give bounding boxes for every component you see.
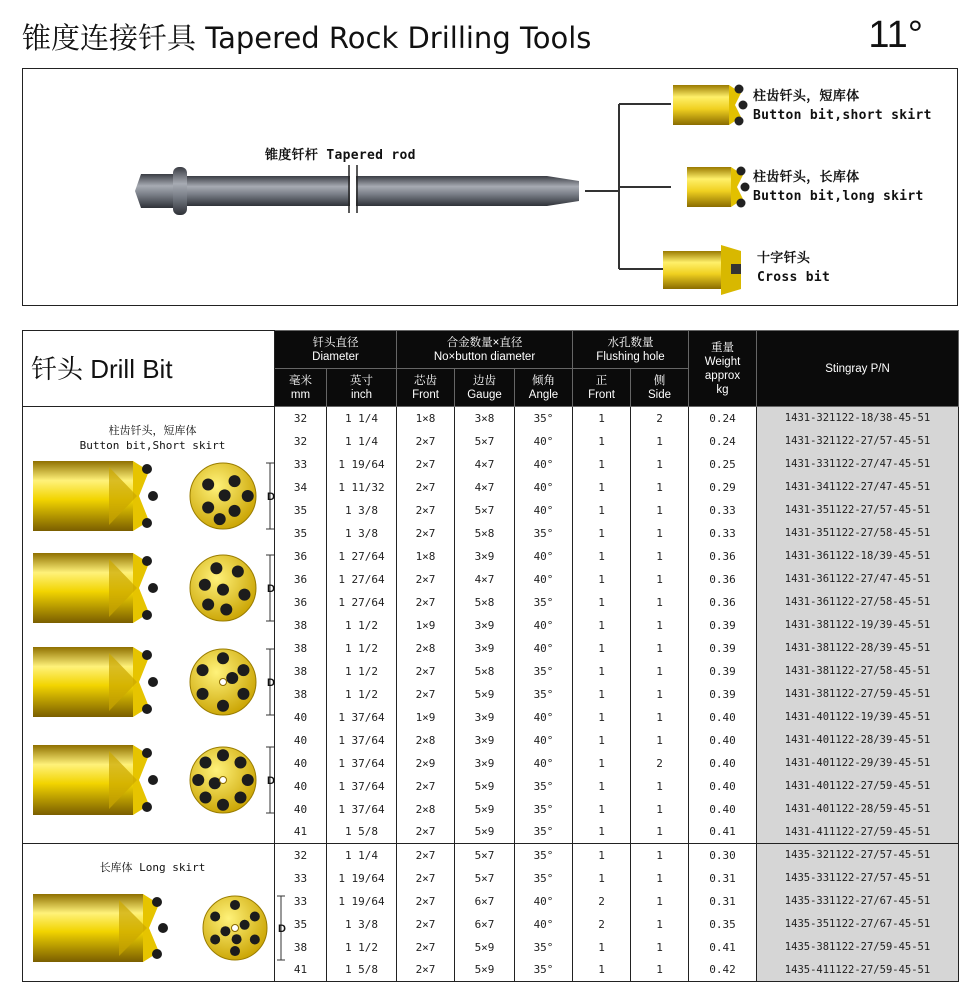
cell-weight: 0.40 — [689, 729, 757, 752]
cell-gauge: 6×7 — [455, 913, 515, 936]
header-inch: 英寸 inch — [327, 369, 397, 407]
cell-gauge: 5×9 — [455, 959, 515, 982]
header-weight: 重量 Weight approx kg — [689, 331, 757, 407]
cell-angle: 40° — [515, 568, 573, 591]
header-gauge: 边齿 Gauge — [455, 369, 515, 407]
cell-weight: 0.29 — [689, 476, 757, 499]
cell-inch: 1 1/2 — [327, 936, 397, 959]
cell-inch: 1 27/64 — [327, 568, 397, 591]
cell-flush-front: 1 — [573, 476, 631, 499]
cell-flush-side: 2 — [631, 407, 689, 430]
cell-flush-front: 1 — [573, 798, 631, 821]
cell-flush-front: 1 — [573, 453, 631, 476]
cell-inch: 1 1/2 — [327, 683, 397, 706]
cell-weight: 0.24 — [689, 407, 757, 430]
cell-flush-front: 1 — [573, 568, 631, 591]
long-skirt-label — [23, 844, 274, 875]
cell-gauge: 5×7 — [455, 844, 515, 867]
cell-part-number: 1431-351122-27/58-45-51 — [757, 522, 959, 545]
cell-flush-front: 1 — [573, 683, 631, 706]
connector-lines — [585, 104, 671, 269]
cell-gauge: 5×7 — [455, 867, 515, 890]
cell-part-number: 1431-361122-27/47-45-51 — [757, 568, 959, 591]
cell-front: 2×7 — [397, 867, 455, 890]
cell-gauge: 5×9 — [455, 936, 515, 959]
cell-angle: 35° — [515, 775, 573, 798]
cell-mm: 34 — [275, 476, 327, 499]
cell-inch: 1 11/32 — [327, 476, 397, 499]
cell-flush-front: 1 — [573, 430, 631, 453]
cell-gauge: 5×9 — [455, 798, 515, 821]
cell-angle: 40° — [515, 614, 573, 637]
cell-inch: 1 5/8 — [327, 959, 397, 982]
cell-mm: 33 — [275, 453, 327, 476]
cell-gauge: 4×7 — [455, 453, 515, 476]
cell-gauge: 5×7 — [455, 499, 515, 522]
cell-angle: 40° — [515, 890, 573, 913]
cell-inch: 1 1/4 — [327, 430, 397, 453]
cell-flush-side: 1 — [631, 591, 689, 614]
cell-front: 2×7 — [397, 591, 455, 614]
cell-front: 2×7 — [397, 453, 455, 476]
cell-flush-front: 1 — [573, 936, 631, 959]
cell-inch: 1 5/8 — [327, 821, 397, 844]
cell-weight: 0.36 — [689, 545, 757, 568]
cell-part-number: 1431-361122-18/39-45-51 — [757, 545, 959, 568]
cell-inch: 1 27/64 — [327, 591, 397, 614]
cell-angle: 35° — [515, 591, 573, 614]
cell-mm: 35 — [275, 913, 327, 936]
cell-part-number: 1431-401122-19/39-45-51 — [757, 706, 959, 729]
cell-flush-front: 1 — [573, 591, 631, 614]
cell-inch: 1 19/64 — [327, 453, 397, 476]
label-text: 长库体 Long skirt — [99, 861, 206, 874]
cell-angle: 40° — [515, 637, 573, 660]
drill-bit-table — [22, 330, 959, 982]
cell-inch: 1 37/64 — [327, 752, 397, 775]
header-flush-side: 侧 Side — [631, 369, 689, 407]
cell-inch: 1 19/64 — [327, 890, 397, 913]
cell-flush-front: 1 — [573, 729, 631, 752]
taper-angle: 11° — [868, 14, 923, 56]
cell-mm: 40 — [275, 706, 327, 729]
cell-gauge: 3×9 — [455, 545, 515, 568]
button-bit-short-icon — [673, 85, 748, 126]
cell-gauge: 5×9 — [455, 683, 515, 706]
short_skirt-section — [23, 407, 275, 844]
cell-mm: 35 — [275, 499, 327, 522]
page-title: 锥度连接钎具 Tapered Rock Drilling Tools — [22, 21, 592, 55]
cell-flush-front: 1 — [573, 545, 631, 568]
cell-part-number: 1431-341122-27/47-45-51 — [757, 476, 959, 499]
table-row — [23, 844, 959, 867]
label-zh: 十字钎头 — [757, 251, 811, 266]
cell-weight: 0.30 — [689, 844, 757, 867]
cell-flush-front: 1 — [573, 775, 631, 798]
cell-angle: 35° — [515, 844, 573, 867]
cell-flush-front: 1 — [573, 522, 631, 545]
cell-inch: 1 3/8 — [327, 522, 397, 545]
header-front: 芯齿 Front — [397, 369, 455, 407]
cell-flush-front: 2 — [573, 890, 631, 913]
cell-weight: 0.33 — [689, 522, 757, 545]
cell-weight: 0.31 — [689, 867, 757, 890]
cell-mm: 40 — [275, 798, 327, 821]
cell-weight: 0.41 — [689, 936, 757, 959]
cell-inch: 1 3/8 — [327, 913, 397, 936]
cross-bit-label — [757, 249, 830, 287]
cell-flush-side: 1 — [631, 959, 689, 982]
cell-part-number: 1431-361122-27/58-45-51 — [757, 591, 959, 614]
cell-inch: 1 1/4 — [327, 844, 397, 867]
table-title: 钎头 Drill Bit — [23, 331, 275, 407]
cell-angle: 35° — [515, 522, 573, 545]
cell-weight: 0.39 — [689, 637, 757, 660]
cell-flush-side: 1 — [631, 637, 689, 660]
cell-flush-side: 1 — [631, 453, 689, 476]
cell-gauge: 3×9 — [455, 752, 515, 775]
cell-gauge: 3×9 — [455, 729, 515, 752]
cell-part-number: 1431-381122-27/59-45-51 — [757, 683, 959, 706]
cell-weight: 0.35 — [689, 913, 757, 936]
cell-weight: 0.36 — [689, 591, 757, 614]
cell-angle: 40° — [515, 913, 573, 936]
cell-mm: 36 — [275, 545, 327, 568]
cell-front: 2×7 — [397, 476, 455, 499]
cell-part-number: 1431-401122-27/59-45-51 — [757, 775, 959, 798]
cell-front: 2×8 — [397, 637, 455, 660]
cell-mm: 33 — [275, 890, 327, 913]
header-buttons: 合金数量×直径 No×button diameter — [397, 331, 573, 369]
cell-flush-side: 1 — [631, 522, 689, 545]
label-en: Button bit,short skirt — [753, 108, 932, 123]
cell-angle: 40° — [515, 729, 573, 752]
cell-weight: 0.31 — [689, 890, 757, 913]
cell-part-number: 1435-321122-27/57-45-51 — [757, 844, 959, 867]
cell-part-number: 1435-351122-27/67-45-51 — [757, 913, 959, 936]
cell-weight: 0.36 — [689, 568, 757, 591]
cell-front: 2×7 — [397, 936, 455, 959]
cell-part-number: 1431-401122-29/39-45-51 — [757, 752, 959, 775]
cell-gauge: 5×8 — [455, 591, 515, 614]
cell-flush-side: 1 — [631, 913, 689, 936]
short-skirt-bit-illustration — [23, 735, 273, 825]
cell-flush-side: 1 — [631, 729, 689, 752]
cell-mm: 38 — [275, 683, 327, 706]
product-diagram — [22, 68, 958, 306]
cell-weight: 0.40 — [689, 752, 757, 775]
cell-weight: 0.40 — [689, 775, 757, 798]
cell-weight: 0.39 — [689, 683, 757, 706]
cell-front: 2×8 — [397, 798, 455, 821]
header-mm: 毫米 mm — [275, 369, 327, 407]
cell-inch: 1 1/2 — [327, 637, 397, 660]
long_skirt-section — [23, 844, 286, 982]
cell-flush-side: 1 — [631, 798, 689, 821]
cell-part-number: 1431-411122-27/59-45-51 — [757, 821, 959, 844]
cell-gauge: 5×9 — [455, 821, 515, 844]
cell-part-number: 1431-381122-19/39-45-51 — [757, 614, 959, 637]
cell-mm: 40 — [275, 729, 327, 752]
cell-front: 2×7 — [397, 660, 455, 683]
cell-angle: 40° — [515, 453, 573, 476]
cell-part-number: 1431-331122-27/47-45-51 — [757, 453, 959, 476]
cell-front: 2×7 — [397, 568, 455, 591]
cell-inch: 1 1/4 — [327, 407, 397, 430]
cell-mm: 32 — [275, 407, 327, 430]
cell-mm: 32 — [275, 844, 327, 867]
cell-mm: 33 — [275, 867, 327, 890]
cell-angle: 35° — [515, 936, 573, 959]
cell-weight: 0.25 — [689, 453, 757, 476]
cell-gauge: 5×9 — [455, 775, 515, 798]
cell-inch: 1 37/64 — [327, 775, 397, 798]
cell-angle: 35° — [515, 867, 573, 890]
cell-flush-side: 1 — [631, 614, 689, 637]
cell-angle: 35° — [515, 959, 573, 982]
long-skirt-bit-illustration — [23, 884, 286, 972]
drill-bit-table-wrapper — [22, 330, 958, 988]
cell-flush-side: 1 — [631, 844, 689, 867]
cell-gauge: 3×9 — [455, 614, 515, 637]
cell-part-number: 1435-331122-27/67-45-51 — [757, 890, 959, 913]
cell-flush-front: 1 — [573, 706, 631, 729]
cell-front: 2×7 — [397, 499, 455, 522]
cell-angle: 35° — [515, 798, 573, 821]
cell-gauge: 5×8 — [455, 522, 515, 545]
cell-inch: 1 37/64 — [327, 798, 397, 821]
cell-flush-front: 1 — [573, 637, 631, 660]
cell-gauge: 5×8 — [455, 660, 515, 683]
header-flush-front: 正 Front — [573, 369, 631, 407]
cell-flush-front: 1 — [573, 844, 631, 867]
header-angle: 倾角 Angle — [515, 369, 573, 407]
cell-gauge: 4×7 — [455, 568, 515, 591]
cell-flush-front: 2 — [573, 913, 631, 936]
cell-part-number: 1435-411122-27/59-45-51 — [757, 959, 959, 982]
cell-mm: 38 — [275, 614, 327, 637]
cell-gauge: 3×8 — [455, 407, 515, 430]
cell-inch: 1 37/64 — [327, 729, 397, 752]
cell-front: 2×7 — [397, 821, 455, 844]
cross-bit-icon — [663, 245, 741, 295]
cell-front: 2×9 — [397, 752, 455, 775]
dimension-label: D — [267, 775, 275, 787]
cell-front: 1×9 — [397, 706, 455, 729]
bit-short-skirt-label — [753, 87, 932, 125]
cell-front: 1×8 — [397, 545, 455, 568]
cell-front: 2×7 — [397, 522, 455, 545]
cell-angle: 40° — [515, 430, 573, 453]
cell-gauge: 4×7 — [455, 476, 515, 499]
cell-gauge: 6×7 — [455, 890, 515, 913]
cell-mm: 38 — [275, 660, 327, 683]
cell-flush-side: 2 — [631, 752, 689, 775]
label-zh: 柱齿钎头，短库体 — [753, 89, 860, 104]
cell-flush-side: 1 — [631, 568, 689, 591]
dimension-label: D — [278, 923, 286, 935]
cell-flush-side: 1 — [631, 867, 689, 890]
cell-part-number: 1431-351122-27/57-45-51 — [757, 499, 959, 522]
cell-angle: 35° — [515, 407, 573, 430]
cell-weight: 0.39 — [689, 660, 757, 683]
cell-weight: 0.24 — [689, 430, 757, 453]
cell-mm: 32 — [275, 430, 327, 453]
cell-front: 2×7 — [397, 844, 455, 867]
cell-weight: 0.40 — [689, 706, 757, 729]
cell-flush-front: 1 — [573, 614, 631, 637]
cell-front: 2×7 — [397, 683, 455, 706]
label-en: Button bit,Short skirt — [79, 439, 226, 452]
cell-angle: 35° — [515, 821, 573, 844]
cell-front: 2×7 — [397, 430, 455, 453]
cell-flush-side: 1 — [631, 775, 689, 798]
cell-mm: 41 — [275, 959, 327, 982]
label-zh: 柱齿钎头，短库体 — [108, 424, 197, 437]
cell-flush-side: 1 — [631, 936, 689, 959]
cell-front: 2×7 — [397, 775, 455, 798]
cell-inch: 1 37/64 — [327, 706, 397, 729]
cell-mm: 38 — [275, 637, 327, 660]
cell-front: 1×9 — [397, 614, 455, 637]
cell-part-number: 1431-321122-27/57-45-51 — [757, 430, 959, 453]
short-skirt-bit-illustration — [23, 637, 273, 727]
bit-long-skirt-label — [753, 168, 924, 206]
cell-flush-side: 1 — [631, 476, 689, 499]
cell-flush-front: 1 — [573, 821, 631, 844]
cell-flush-front: 1 — [573, 867, 631, 890]
cell-flush-side: 1 — [631, 683, 689, 706]
cell-flush-side: 1 — [631, 821, 689, 844]
cell-angle: 35° — [515, 683, 573, 706]
cell-flush-front: 1 — [573, 752, 631, 775]
cell-flush-front: 1 — [573, 407, 631, 430]
cell-front: 2×7 — [397, 890, 455, 913]
label-en: Button bit,long skirt — [753, 189, 924, 204]
cell-gauge: 5×7 — [455, 430, 515, 453]
cell-mm: 35 — [275, 522, 327, 545]
cell-flush-front: 1 — [573, 660, 631, 683]
cell-front: 2×7 — [397, 959, 455, 982]
cell-mm: 36 — [275, 568, 327, 591]
cell-part-number: 1431-321122-18/38-45-51 — [757, 407, 959, 430]
cell-flush-front: 1 — [573, 959, 631, 982]
cell-angle: 40° — [515, 545, 573, 568]
header-diameter: 钎头直径 Diameter — [275, 331, 397, 369]
cell-part-number: 1431-401122-28/39-45-51 — [757, 729, 959, 752]
cell-angle: 35° — [515, 660, 573, 683]
cell-flush-side: 1 — [631, 499, 689, 522]
cell-inch: 1 1/2 — [327, 660, 397, 683]
table-body — [23, 407, 959, 982]
cell-mm: 36 — [275, 591, 327, 614]
cell-angle: 40° — [515, 706, 573, 729]
dimension-label: D — [267, 677, 275, 689]
cell-front: 2×7 — [397, 913, 455, 936]
short-skirt-bit-illustration — [23, 543, 273, 633]
table-row — [23, 407, 959, 430]
cell-flush-front: 1 — [573, 499, 631, 522]
cell-part-number: 1435-331122-27/57-45-51 — [757, 867, 959, 890]
short-skirt-label — [23, 407, 274, 453]
cell-mm: 40 — [275, 752, 327, 775]
tapered-rod — [135, 165, 579, 215]
dimension-label: D — [267, 491, 275, 503]
label-zh: 柱齿钎头，长库体 — [753, 170, 860, 185]
label-en: Cross bit — [757, 270, 831, 285]
cell-angle: 40° — [515, 752, 573, 775]
cell-angle: 40° — [515, 499, 573, 522]
cell-inch: 1 27/64 — [327, 545, 397, 568]
cell-weight: 0.40 — [689, 798, 757, 821]
cell-part-number: 1431-401122-28/59-45-51 — [757, 798, 959, 821]
cell-gauge: 3×9 — [455, 637, 515, 660]
tapered-rod-label: 锥度钎杆 Tapered rod — [265, 148, 416, 163]
cell-mm: 38 — [275, 936, 327, 959]
cell-mm: 41 — [275, 821, 327, 844]
cell-angle: 40° — [515, 476, 573, 499]
cell-inch: 1 19/64 — [327, 867, 397, 890]
short-skirt-bit-illustration — [23, 451, 273, 541]
cell-weight: 0.41 — [689, 821, 757, 844]
cell-weight: 0.42 — [689, 959, 757, 982]
cell-weight: 0.39 — [689, 614, 757, 637]
cell-part-number: 1431-381122-28/39-45-51 — [757, 637, 959, 660]
cell-part-number: 1431-381122-27/58-45-51 — [757, 660, 959, 683]
cell-weight: 0.33 — [689, 499, 757, 522]
cell-part-number: 1435-381122-27/59-45-51 — [757, 936, 959, 959]
cell-inch: 1 3/8 — [327, 499, 397, 522]
cell-flush-side: 1 — [631, 545, 689, 568]
cell-flush-side: 1 — [631, 660, 689, 683]
dimension-label: D — [267, 583, 275, 595]
cell-front: 2×8 — [397, 729, 455, 752]
cell-inch: 1 1/2 — [327, 614, 397, 637]
cell-front: 1×8 — [397, 407, 455, 430]
cell-gauge: 3×9 — [455, 706, 515, 729]
header-part-number: Stingray P/N — [757, 331, 959, 407]
header-flushing: 水孔数量 Flushing hole — [573, 331, 689, 369]
button-bit-long-icon — [687, 167, 750, 208]
cell-flush-side: 1 — [631, 890, 689, 913]
cell-flush-side: 1 — [631, 430, 689, 453]
cell-flush-side: 1 — [631, 706, 689, 729]
cell-mm: 40 — [275, 775, 327, 798]
